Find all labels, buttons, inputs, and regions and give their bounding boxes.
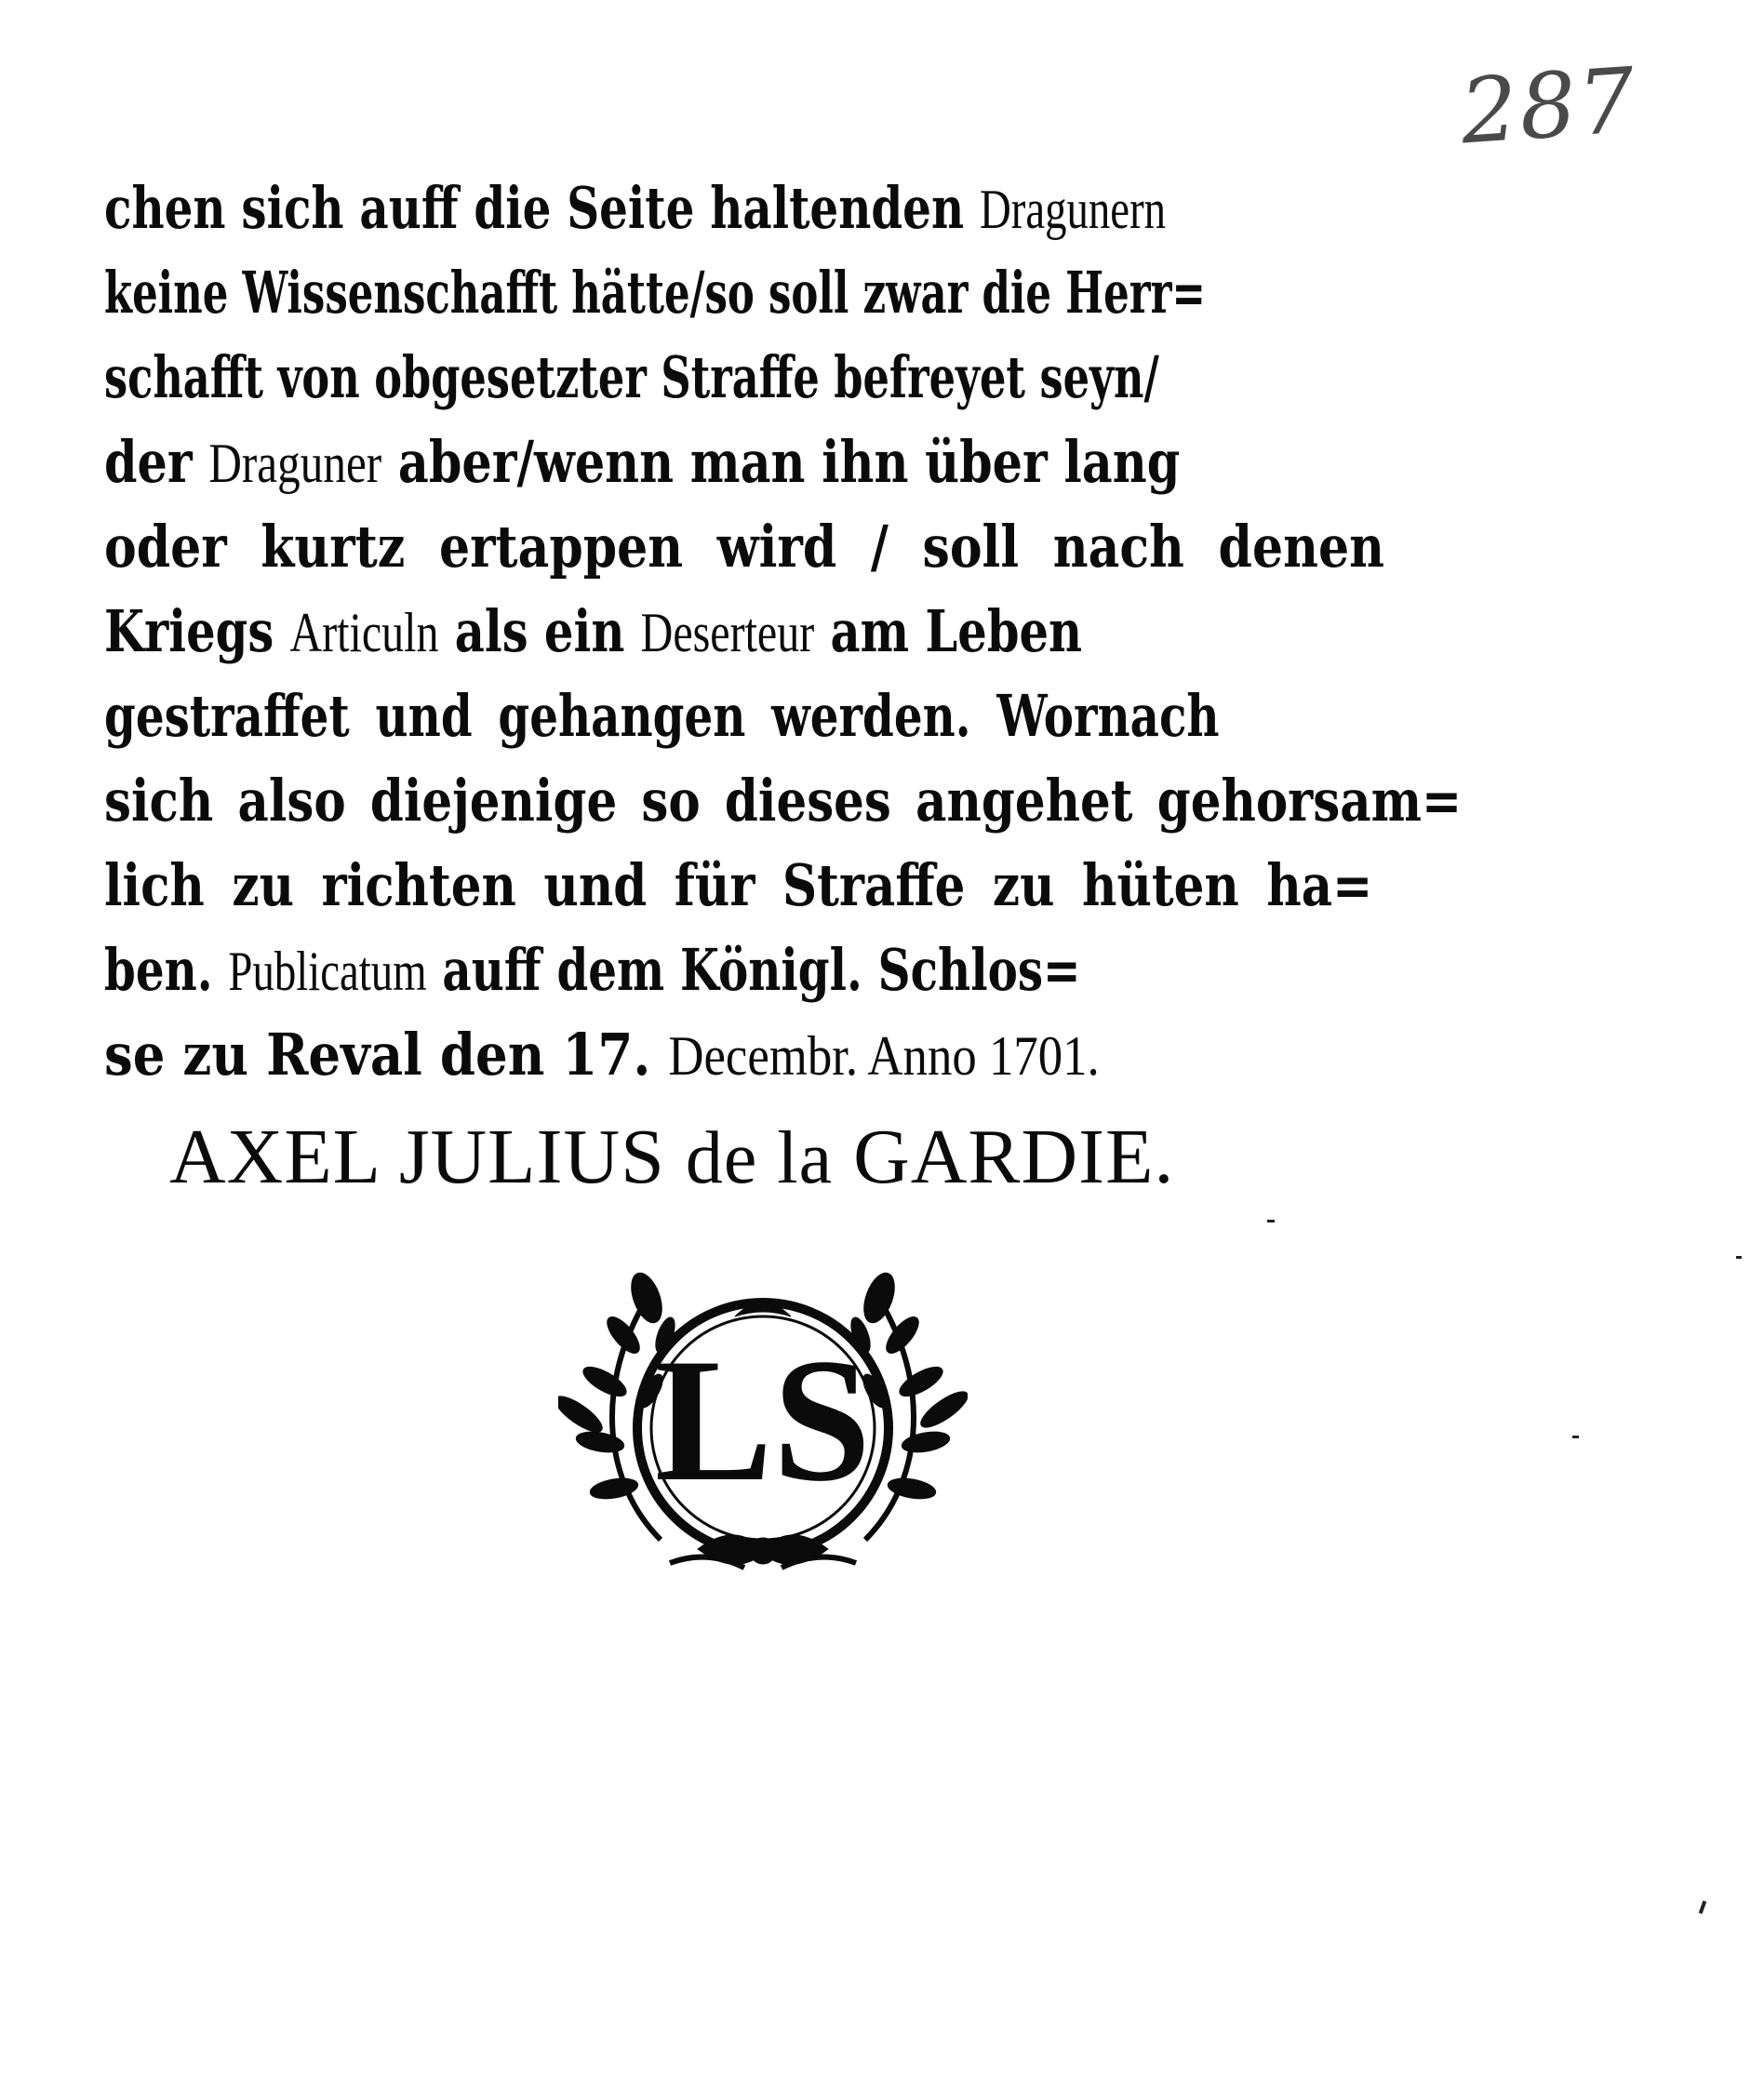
fraktur-text: ben. (104, 936, 229, 1004)
signature-given-names: AXEL JULIUS (169, 1114, 665, 1200)
text-line (104, 250, 1206, 335)
text-line (104, 504, 1384, 589)
fraktur-text: auff dem Königl. Schlos= (426, 936, 1081, 1004)
fraktur-text: keine Wissenschafft hätte/so soll zwar die Herr= (104, 259, 1206, 327)
fraktur-text: Kriegs (104, 597, 290, 665)
antiqua-word: Draguner (208, 433, 382, 494)
text-line (104, 1012, 1250, 1097)
seal-monogram: LS (654, 1323, 872, 1518)
text-line (104, 928, 1120, 1012)
signature-line (169, 1112, 1174, 1202)
text-line (104, 589, 1146, 674)
fraktur-text: aber/wenn man ihn über lang (381, 428, 1181, 496)
text-line (104, 843, 1373, 928)
fraktur-text: der (104, 428, 209, 496)
fraktur-text: chen sich auff die Seite haltenden (104, 174, 980, 242)
folio-number: 287 (1457, 47, 1640, 165)
antiqua-word: Deserteur (640, 602, 815, 663)
decree-text (104, 166, 1463, 1097)
text-line (104, 758, 1463, 843)
scan-speck (1736, 1256, 1742, 1259)
fraktur-text: oder kurtz ertappen wird / soll nach denen (104, 513, 1384, 581)
fraktur-text: se zu Reval den 17. (104, 1021, 669, 1089)
fraktur-text: schafft von obgesetzter Straffe befreyet seyn/ (104, 343, 1159, 411)
text-line (104, 166, 1167, 250)
seal-ornament (558, 1242, 968, 1586)
scan-speck (1572, 1436, 1579, 1438)
fraktur-text: gestraffet und gehangen werden. Wornach (104, 682, 1220, 750)
scan-speck (1699, 1901, 1707, 1915)
antiqua-word: Publicatum (228, 941, 427, 1002)
fraktur-text: als ein (438, 597, 641, 665)
signature-particle: de la (685, 1117, 834, 1199)
antiqua-word: Dragunern (979, 179, 1167, 240)
signature-surname: GARDIE. (853, 1114, 1175, 1200)
text-line (104, 420, 1181, 504)
fraktur-text: lich zu richten und für Straffe zu hüten ha= (104, 851, 1373, 919)
fraktur-text: am Leben (814, 597, 1083, 665)
fraktur-text: sich also diejenige so dieses angehet gehorsam= (104, 767, 1463, 835)
text-line (104, 674, 1220, 758)
antiqua-word: Decembr. Anno 1701. (668, 1025, 1100, 1087)
text-line (104, 335, 1159, 420)
scan-speck (1267, 1220, 1275, 1222)
antiqua-word: Articuln (289, 602, 439, 663)
